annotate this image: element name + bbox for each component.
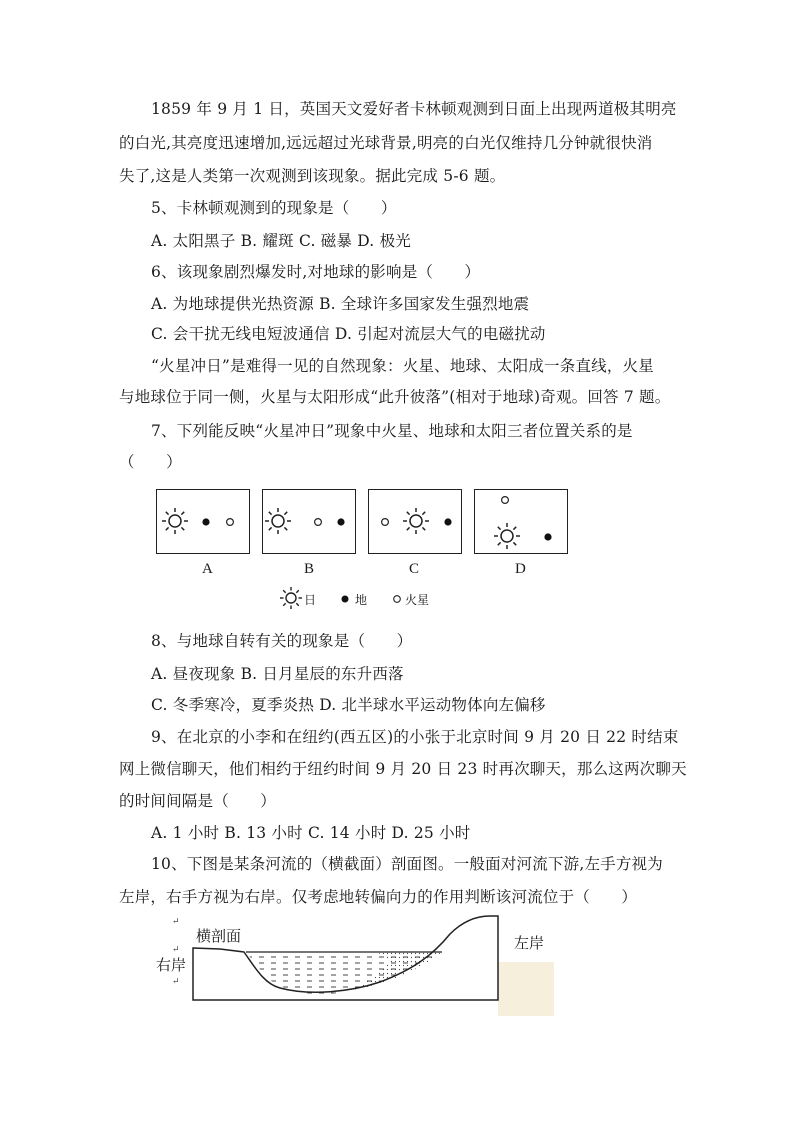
mars-icon — [502, 497, 509, 504]
q7-figure-c-drawing — [369, 490, 460, 552]
q7-figure-d — [474, 489, 568, 554]
q9-options: A. 1 小时 B. 13 小时 C. 14 小时 D. 25 小时 — [151, 824, 471, 842]
q7-figure-a-drawing — [157, 490, 248, 552]
sun-icon — [403, 508, 429, 534]
figure-title: 横剖面 — [196, 927, 242, 945]
mars-line-1: “火星冲日”是难得一见的自然现象：火星、地球、太阳成一条直线，火星 — [151, 357, 654, 375]
q5-stem: 5、卡林顿观测到的现象是（ ） — [151, 199, 397, 217]
intro-line-1: 1859 年 9 月 1 日，英国天文爱好者卡林顿观测到日面上出现两道极其明亮 — [151, 100, 677, 118]
q8-stem: 8、与地球自转有关的现象是（ ） — [151, 632, 413, 650]
q7-figure-c — [368, 489, 462, 554]
earth-icon — [544, 533, 551, 540]
intro-line-3: 失了,这是人类第一次观测到该现象。据此完成 5-6 题。 — [119, 167, 506, 185]
mars-icon — [315, 519, 322, 526]
q6-options-2: C. 会干扰无线电短波通信 D. 引起对流层大气的电磁扰动 — [151, 325, 546, 343]
sun-icon — [265, 508, 291, 534]
q8-options-2: C. 冬季寒冷，夏季炎热 D. 北半球水平运动物体向左偏移 — [151, 696, 546, 714]
legend-sun-label: 日 — [304, 593, 317, 607]
q5-options: A. 太阳黑子 B. 耀斑 C. 磁暴 D. 极光 — [151, 232, 411, 250]
mars-line-2: 与地球位于同一侧，火星与太阳形成“此升彼落”(相对于地球)奇观。回答 7 题。 — [119, 388, 671, 406]
mars-icon — [227, 519, 234, 526]
q7-stem: 7、下列能反映“火星冲日”现象中火星、地球和太阳三者位置关系的是 — [151, 422, 633, 440]
sun-icon — [162, 508, 188, 534]
q7-label-b: B — [304, 561, 315, 577]
mars-icon — [392, 594, 402, 604]
earth-icon — [337, 518, 344, 525]
scan-tint — [498, 962, 554, 1016]
q7-paren: （ ） — [119, 453, 182, 471]
q7-legend — [279, 586, 459, 612]
margin-mark-icon: ↵ — [172, 977, 180, 987]
q6-options-1: A. 为地球提供光热资源 B. 全球许多国家发生强烈地震 — [151, 295, 530, 313]
right-bank-label: 右岸 — [156, 956, 187, 974]
q9-line-3: 的时间间隔是（ ） — [119, 792, 277, 810]
earth-icon — [340, 594, 350, 604]
earth-icon — [202, 518, 209, 525]
earth-icon — [444, 518, 451, 525]
q7-figure-b-drawing — [263, 490, 354, 552]
q6-stem: 6、该现象剧烈爆发时,对地球的影响是（ ） — [151, 263, 481, 281]
intro-line-2: 的白光,其亮度迅速增加,远远超过光球背景,明亮的白光仅维持几分钟就很快消 — [119, 134, 653, 152]
q10-line-1: 10、下图是某条河流的（横截面）剖面图。一般面对河流下游,左手方视为 — [151, 855, 663, 873]
q7-label-c: C — [409, 561, 420, 577]
q7-label-d: D — [515, 561, 526, 577]
sun-icon — [494, 523, 520, 549]
q7-figure-d-drawing — [475, 490, 566, 552]
q10-line-2: 左岸，右手方视为右岸。仅考虑地转偏向力的作用判断该河流位于（ ） — [119, 888, 638, 906]
q7-label-a: A — [202, 561, 213, 577]
q10-figure — [150, 912, 554, 1016]
q9-line-1: 9、在北京的小李和在纽约(西五区)的小张于北京时间 9 月 20 日 22 时结束 — [151, 728, 679, 746]
q7-figure-a — [156, 489, 250, 554]
mars-icon — [382, 519, 389, 526]
legend-earth-label: 地 — [355, 593, 368, 607]
legend-mars-label: 火星 — [405, 593, 430, 607]
q9-line-2: 网上微信聊天，他们相约于纽约时间 9 月 20 日 23 时再次聊天，那么这两次聊天 — [119, 760, 687, 778]
margin-mark-icon: ↵ — [172, 917, 180, 927]
q7-figure-b — [262, 489, 356, 554]
sun-icon — [279, 586, 303, 610]
margin-mark-icon: ↵ — [172, 945, 180, 955]
left-bank-label: 左岸 — [514, 934, 545, 952]
q8-options-1: A. 昼夜现象 B. 日月星辰的东升西落 — [151, 665, 404, 683]
